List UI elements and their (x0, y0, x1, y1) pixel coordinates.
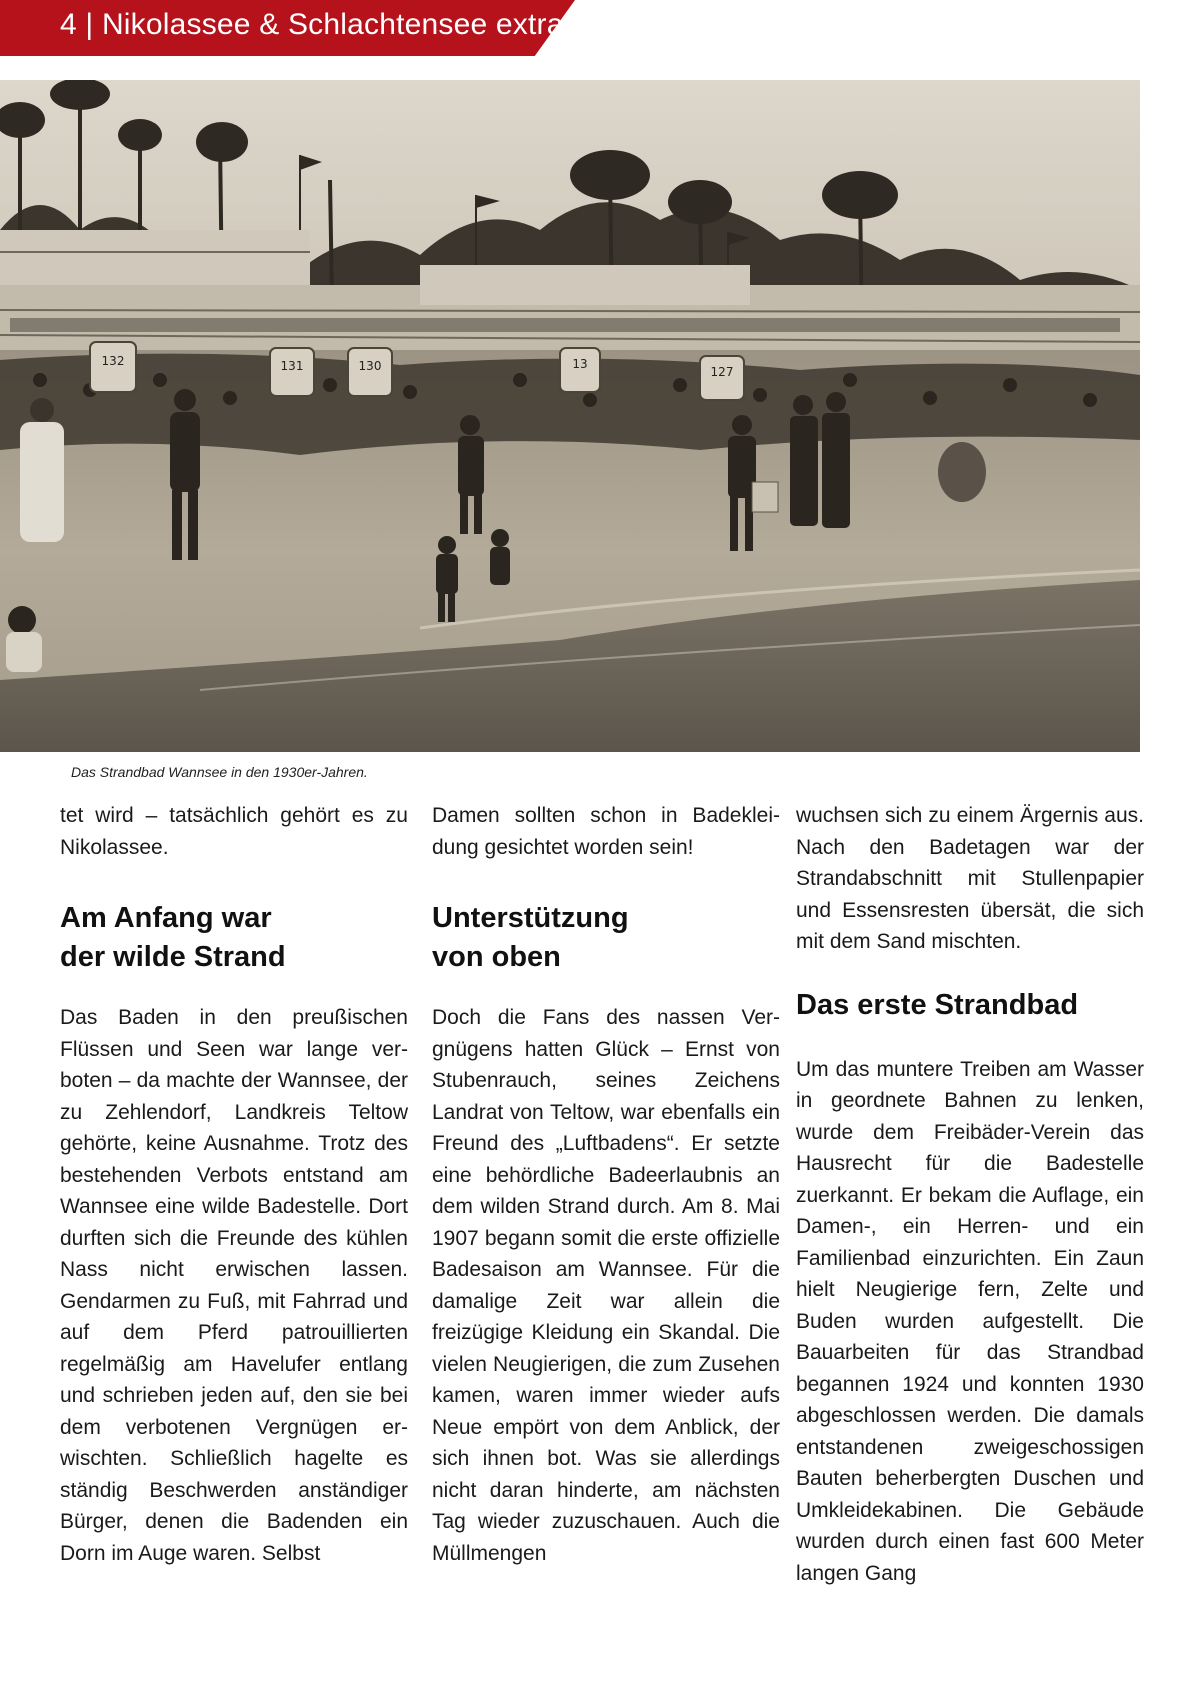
article-column-2 (432, 800, 780, 1569)
photo-caption: Das Strandbad Wannsee in den 1930er-Jahren. (71, 764, 368, 780)
column-1-intro: tet wird – tatsächlich gehört es zu Nikolassee. (60, 804, 408, 859)
beach-chair-number: 131 (280, 359, 304, 373)
column-2-heading (432, 899, 780, 977)
column-2-heading-line-1: Unterstützung (432, 902, 629, 934)
article-column-3 (796, 800, 1144, 1589)
column-1-body: Das Baden in den preußischen Flüssen und Seen war lange verboten – da machte der Wannsee, der zu Zehlendorf, Landkreis Teltow gehörte, keine Ausnahme. Trotz des bestehenden Verbots entstand am Wannsee eine wilde Badestelle. Dort durften sich die Freunde des kühlen Nass nicht erwischen lassen. Gendarmen zu Fuß, mit Fahrrad und auf dem Pferd patrouillierten regelmäßig am Havelufer entlang und schrieben jeden auf, den sie bei dem verbotenen Vergnügen erwischten. Schließlich hagelte es ständig Beschwerden anständiger Bürger, denen die Badenden ein Dorn im Auge waren. Selbst (60, 1006, 408, 1565)
column-3-heading: Das erste Strandbad (796, 988, 1079, 1021)
beach-chair-number: 132 (101, 354, 125, 368)
column-1-heading-line-1: Am Anfang war (60, 902, 272, 934)
article-column-1 (60, 800, 408, 1569)
beach-chair-number: 130 (358, 359, 382, 373)
column-2-intro: Damen sollten schon in Badekleidung gesichtet worden sein! (432, 804, 780, 859)
column-3-intro: wuchsen sich zu einem Ärgernis aus. Nach den Badetagen war der Strandabschnitt mit Stullenpapier und Essensresten übersät, die sich mit dem Sand mischten. (796, 804, 1144, 953)
beach-chair-number: 127 (710, 365, 734, 379)
column-3-body: Um das muntere Treiben am Wasser in geordnete Bahnen zu lenken, wurde dem Freibäder-Verein das Hausrecht für die Badestelle zuerkannt. Er bekam die Auflage, ein Damen-, ein Herren- und ein Familienbad einzurichten. Ein Zaun hielt Neugierige fern, Zelte und Buden wurden aufgestellt. Die Bauarbeiten für das Strandbad begannen 1924 und konnten 1930 abgeschlossen werden. Die damals entstandenen zweigeschossigen Bauten beherbergten Duschen und Umkleidekabinen. Die Gebäude wurden durch einen fast 600 Meter langen Gang (796, 1057, 1144, 1585)
column-1-heading-line-2: der wilde Strand (60, 941, 286, 973)
column-1-heading (60, 899, 408, 977)
historic-beach-photo (0, 80, 1140, 752)
column-2-heading-line-2: von oben (432, 941, 561, 973)
beach-chair-number: 13 (572, 357, 588, 371)
section-header-title: 4 | Nikolassee & Schlachtensee extra (60, 8, 564, 41)
column-2-body: Doch die Fans des nassen Vergnügens hatten Glück – Ernst von Stubenrauch, seines Zeichens Landrat von Teltow, war ebenfalls ein Freund des „Luftbadens“. Er setzte eine behördliche Badeerlaubnis an dem wilden Strand durch. Am 8. Mai 1907 begann somit die erste offizielle Badesaison am Wannsee. Für die damalige Zeit war allein die freizügige Kleidung ein Skandal. Die vielen Neugierigen, die zum Zusehen kamen, waren immer wieder aufs Neue empört von dem Anblick, der sich ihnen bot. Was sie allerdings nicht daran hinderte, am nächsten Tag wieder zuzuschauen. Auch die Müllmengen (432, 1006, 780, 1565)
